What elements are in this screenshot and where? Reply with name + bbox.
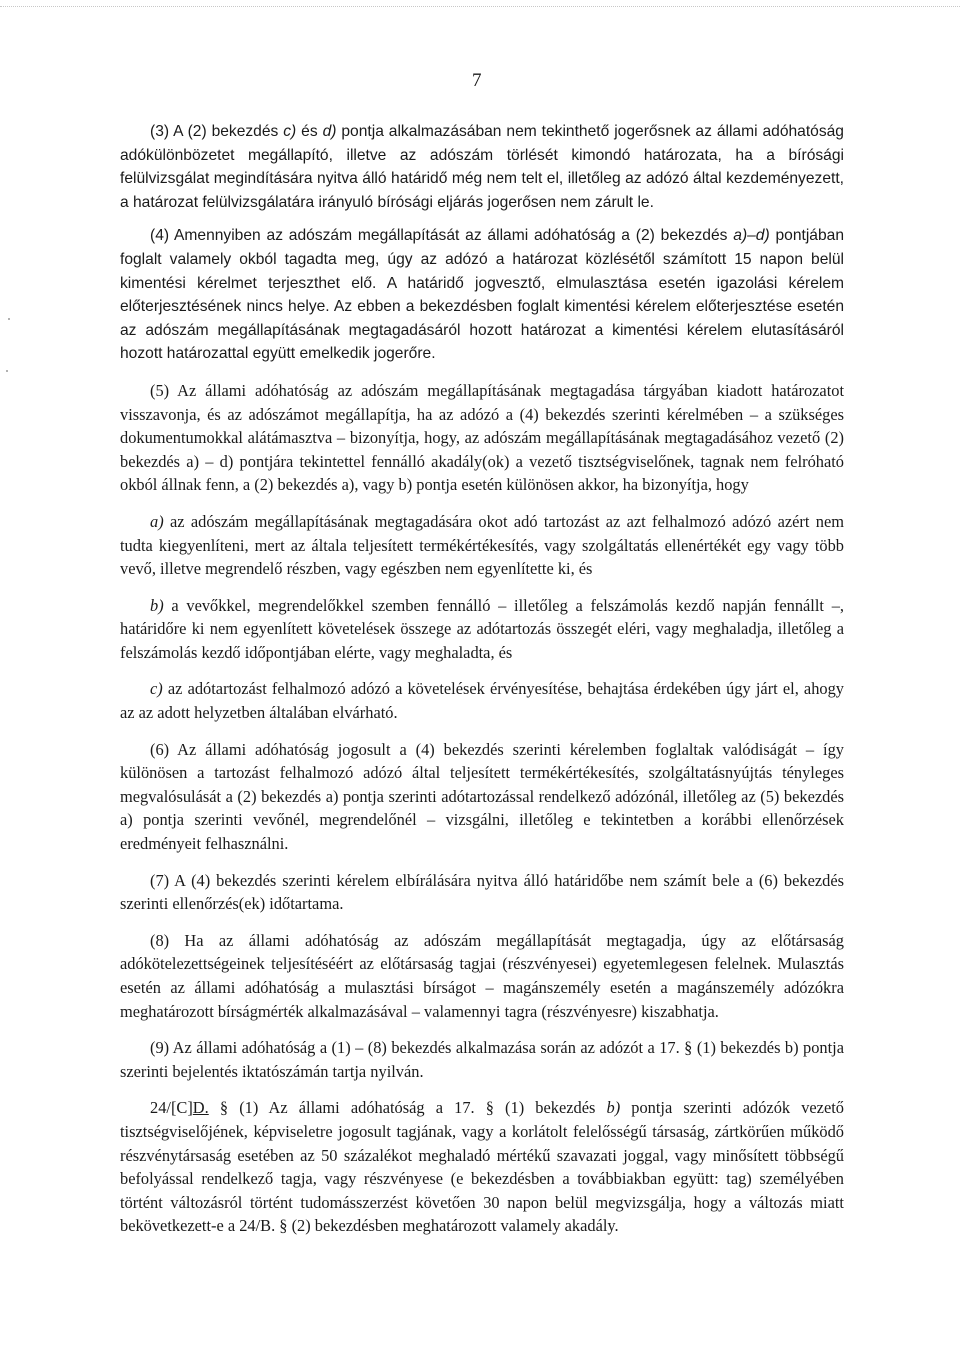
text-run: a vevőkkel, megrendelőkkel szemben fennálló – illetőleg a felszámolás kezdő napján fennállt –, határidőre ki nem egyenlített követelések összege az adótartozás összegét eléri, vagy meghaladja, illetőleg a felszámolás kezdő időpontjában elérte, vagy meghaladta, és — [120, 595, 844, 662]
paragraph-5 — [120, 379, 844, 497]
paragraph-5-point-a — [120, 510, 844, 581]
text-run: (3) A (2) bekezdés — [150, 123, 284, 140]
text-run: az adótartozást felhalmozó adózó a követelések érvényesítése, behajtása érdekében úgy járt el, ahogy az az adott helyzetben általában elvárható. — [120, 679, 844, 723]
text-run: (9) Az állami adóhatóság a (1) – (8) bekezdés alkalmazása során az adózót a 17. § (1) bekezdés b) pontja szerinti bejelentés iktatószámán tartja nyilván. — [120, 1038, 844, 1081]
text-run: c) — [283, 123, 297, 140]
text-run: (4) Amennyiben az adószám megállapítását az állami adóhatóság a (2) bekezdés — [150, 227, 734, 245]
text-run: pontjában foglalt valamely okból tagadta meg, úgy az adózó a határozat közlésétől számított 15 napon belül kimentési kérelmet terjeszthet elő. A határidő jogvesztő, elmulasztása esetén igazolási kérelem előterjesztésének nincs helye. Az ebben a bekezdésben foglalt kimentési kérelem előterjesztése esetén az adószám megállapításának megtagadásáról hozott határozat a kimentési kérelem elutasításáról hozott határozattal együtt emelkedik jogerőre. — [120, 227, 844, 363]
text-run: (6) Az állami adóhatóság jogosult a (4) bekezdés szerinti kérelemben foglaltak valódiságát – így különösen a tartozást felhalmozó adózó által teljesített termékértékesítés, szolgáltatásnyújtás tényleges megvalósulását a (2) bekezdés a) pontja szerinti adótartozással rendelkező adózónál, illetőleg az (5) bekezdés a) pontja szerinti vevőnél, megrendelőnél – vizsgálni, illetőleg e tekintetben a korábbi ellenőrzések eredményeit felhasználni. — [120, 739, 844, 854]
scan-top-edge — [0, 6, 960, 8]
paragraph-6 — [120, 738, 844, 856]
text-run: (7) A (4) bekezdés szerinti kérelem elbírálására nyitva álló határidőbe nem számít bele a (6) bekezdés szerinti ellenőrzés(ek) időtartama. — [120, 870, 844, 914]
paragraph-3 — [120, 120, 844, 214]
paragraph-5-point-b — [120, 594, 844, 665]
page-number: 7 — [472, 70, 482, 91]
text-run: pontja alkalmazásában nem tekinthető jogerősnek az állami adóhatóság adókülönbözetet megállapító, illetve az adószám törlését kimondó határozata, ha a bírósági felülvizsgálat megindítására nyitva álló határidő még nem telt el, illetőleg az adózó által kezdeményezett, a határozat felülvizsgálatára irányuló bírósági eljárás jogerősen nem zárult le. — [120, 123, 844, 211]
text-run: (5) Az állami adóhatóság az adószám megállapításának megtagadása tárgyában kiadott határozatot visszavonja, és az adószámot megállapítja, ha az adózó a (4) bekezdés szerinti kérelmében – a szükséges dokumentumokkal alátámasztva – bizonyítja, hogy, az adószám megállapításának megtagadásához vezető (2) bekezdés a) – d) pontjára tekintettel fennálló akadály(ok) a vezető tisztségviselőnek, tagnak nem felróható okból állnak fenn, a (2) bekezdés a), vagy b) pontja esetén különösen akkor, ha bizonyítja, hogy — [120, 380, 844, 495]
text-run: 24/[C] — [150, 1098, 193, 1118]
text-run: (8) Ha az állami adóhatóság az adószám megállapítását megtagadja, úgy az előtársaság adókötelezettségeinek teljesítéséért az előtársaság tagjai (részvényesei) egyetemlegesen felelnek. Mulasztás esetén az állami adóhatóság a mulasztási bírságot – magánszemély esetén a magánszemély adózókra meghatározott bírságmérték alkalmazásával – valamennyi tagra (részvényesre) kiszabhatja. — [120, 930, 844, 1021]
text-run: c) — [150, 679, 163, 699]
section-24d — [120, 1096, 844, 1238]
text-run: d) — [322, 123, 337, 140]
scan-speck — [6, 370, 8, 372]
text-run: D. — [192, 1098, 209, 1118]
paragraph-8 — [120, 929, 844, 1023]
paragraph-7 — [120, 869, 844, 916]
text-run: b) — [606, 1098, 621, 1118]
text-run: § (1) Az állami adóhatóság a 17. § (1) bekezdés — [208, 1098, 607, 1118]
text-run: az adószám megállapításának megtagadására okot adó tartozást az azt felhalmozó adózó azért nem tudta kiegyenlíteni, mert az általa teljesített termékértékesítés, vagy szolgáltatás ellenértékét egy vagy több vevő, illetve megrendelő részben, vagy egészben nem egyenlítette ki, és — [120, 511, 844, 579]
paragraph-4 — [120, 224, 844, 366]
paragraph-9 — [120, 1036, 844, 1083]
text-run: b) — [150, 595, 164, 615]
text-run: és — [296, 123, 323, 140]
text-run: a)–d) — [733, 227, 770, 245]
text-run: pontja szerinti adózók vezető tisztségviselőjének, képviseletre jogosult tagjának, vagy a korlátolt felelősségű társaság, zártkörűen működő részvénytársaság esetében az 50 százalékot meghaladó mértékű szavazati joggal, vagy minősített többségű befolyással rendelkező tagja, vagy részvényese (e bekezdésben a továbbiakban együtt: tag) személyében történt változásról történt tudomásszerzést követően 30 napon belül megvizsgálja, hogy a változás miatt bekövetkezett-e a 24/B. § (2) bekezdésben meghatározott valamely akadály. — [120, 1098, 844, 1236]
text-run: a) — [150, 511, 164, 531]
paragraph-5-point-c — [120, 677, 844, 724]
scan-speck — [8, 318, 10, 320]
document-body — [120, 120, 844, 1238]
